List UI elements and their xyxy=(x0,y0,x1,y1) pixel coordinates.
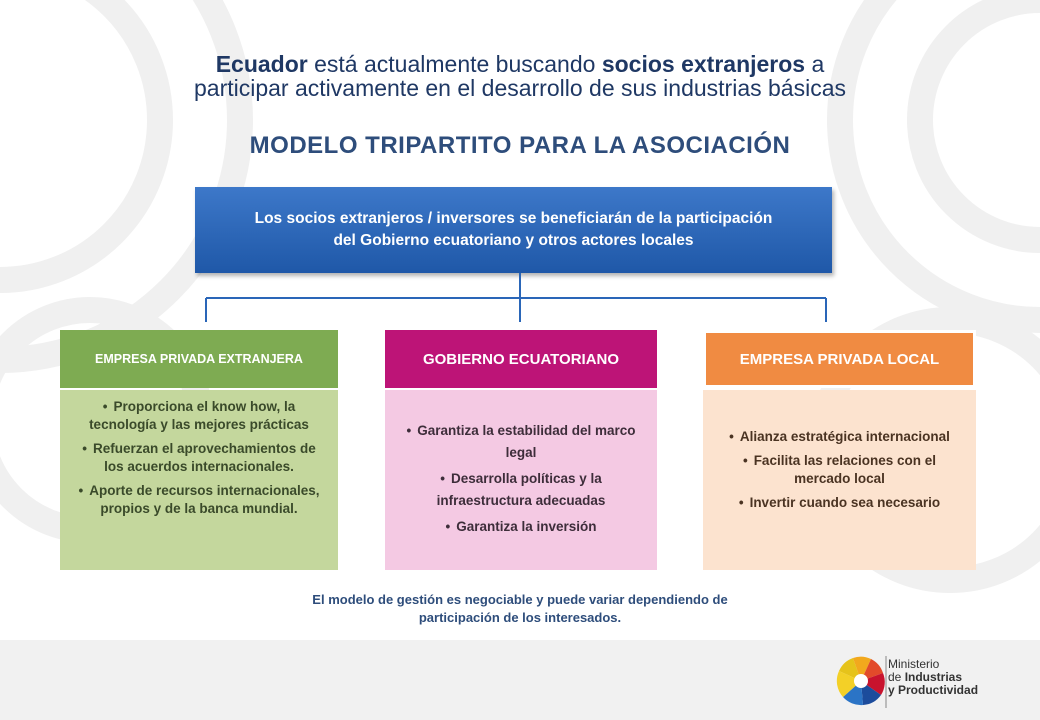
list-item: • Garantiza la inversión xyxy=(399,516,643,538)
logo-line-2-prefix: de xyxy=(888,670,905,684)
top-box-line-2: del Gobierno ecuatoriano y otros actores locales xyxy=(333,232,694,249)
headline-socios: socios extranjeros xyxy=(601,51,806,77)
column-body-foreign-private xyxy=(60,390,338,570)
column-body-local-private xyxy=(703,390,976,570)
list-item: • Proporciona el know how, la tecnología y las mejores prácticas xyxy=(74,398,324,434)
column-body-government xyxy=(385,390,657,570)
list-item: • Facilita las relaciones con el mercado local xyxy=(717,452,962,488)
diagram-title: MODELO TRIPARTITO PARA LA ASOCIACIÓN xyxy=(249,132,791,159)
headline-ecuador: Ecuador xyxy=(215,51,308,77)
column-header-foreign-private: EMPRESA PRIVADA EXTRANJERA xyxy=(60,330,338,388)
list-item: • Garantiza la estabilidad del marco legal xyxy=(399,420,643,464)
headline xyxy=(60,52,980,100)
list-item: • Aporte de recursos internacionales, propios y de la banca mundial. xyxy=(74,482,324,518)
logo-line-1: Ministerio xyxy=(888,657,940,671)
column-header-local-private: EMPRESA PRIVADA LOCAL xyxy=(703,330,976,388)
logo-line-3: y Productividad xyxy=(888,683,979,697)
list-item: • Desarrolla políticas y la infraestructura adecuadas xyxy=(399,468,643,512)
footnote xyxy=(180,591,860,627)
list-item: • Invertir cuando sea necesario xyxy=(717,494,962,512)
list-item: • Alianza estratégica internacional xyxy=(717,428,962,446)
footnote-line-2: participación de los interesados. xyxy=(418,610,622,625)
top-box-line-1: Los socios extranjeros / inversores se beneficiarán de la participación xyxy=(254,210,773,227)
top-box xyxy=(195,187,832,273)
headline-text-a: está actualmente buscando xyxy=(307,51,602,77)
headline-text-b: a xyxy=(805,51,825,77)
ministry-logo-text xyxy=(888,658,978,697)
footnote-line-1: El modelo de gestión es negociable y puede variar dependiendo de xyxy=(312,592,728,607)
list-item: • Refuerzan el aprovechamientos de los acuerdos internacionales. xyxy=(74,440,324,476)
headline-line-2: participar activamente en el desarrollo de sus industrias básicas xyxy=(194,75,846,101)
logo-line-2-bold: Industrias xyxy=(904,670,963,684)
column-header-government: GOBIERNO ECUATORIANO xyxy=(385,330,657,388)
